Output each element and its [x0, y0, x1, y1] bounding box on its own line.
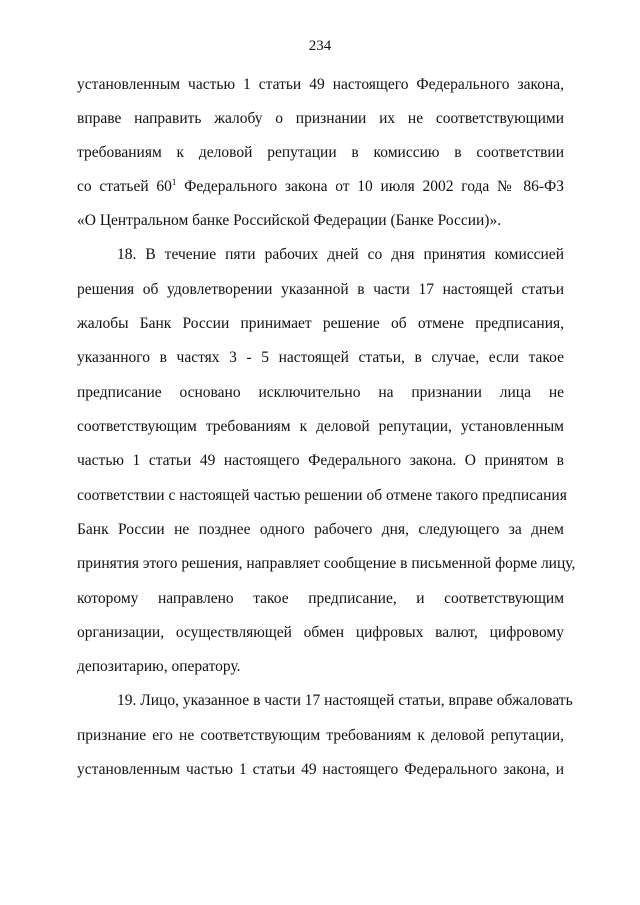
- text-line: частью 1 статьи 49 настоящего Федерального закона. О принятом в: [77, 452, 564, 469]
- paragraph-start-line: 19. Лицо, указанное в части 17 настоящей статьи, вправе обжаловать: [117, 692, 573, 709]
- text-line: требованиям к деловой репутации в комиссию в соответствии: [77, 144, 564, 161]
- page-number: 234: [308, 38, 332, 54]
- text-fragment: со статьей 60: [77, 178, 172, 195]
- text-line: [77, 178, 564, 196]
- text-line: установленным частью 1 статьи 49 настоящего Федерального закона, и: [77, 761, 564, 778]
- text-line: принятия этого решения, направляет сообщение в письменной форме лицу,: [77, 555, 576, 572]
- text-line: депозитарию, оператору.: [77, 658, 241, 675]
- text-fragment: Федерального закона от 10 июля 2002 года № 86-ФЗ: [176, 178, 564, 195]
- text-line: соответствии с настоящей частью решении об отмене такого предписания: [77, 487, 567, 504]
- paragraph-start-line: 18. В течение пяти рабочих дней со дня принятия комиссией: [117, 246, 564, 263]
- text-line: установленным частью 1 статьи 49 настоящего Федерального закона,: [77, 76, 564, 93]
- text-line: которому направлено такое предписание, и соответствующим: [77, 590, 564, 607]
- text-line: признание его не соответствующим требованиям к деловой репутации,: [77, 727, 564, 744]
- text-line: организации, осуществляющей обмен цифровых валют, цифровому: [77, 624, 564, 641]
- text-line: жалобы Банк России принимает решение об отмене предписания,: [77, 315, 564, 332]
- text-line: вправе направить жалобу о признании их не соответствующими: [77, 110, 564, 127]
- text-line: указанного в частях 3 - 5 настоящей статьи, в случае, если такое: [77, 349, 564, 366]
- superscript: 1: [171, 177, 177, 187]
- text-line: решения об удовлетворении указанной в части 17 настоящей статьи: [77, 281, 564, 298]
- text-line: соответствующим требованиям к деловой репутации, установленным: [77, 418, 564, 435]
- text-line: предписание основано исключительно на признании лица не: [77, 384, 564, 401]
- text-line: «О Центральном банке Российской Федерации (Банке России)».: [77, 212, 502, 229]
- text-line: Банк России не позднее одного рабочего дня, следующего за днем: [77, 521, 564, 538]
